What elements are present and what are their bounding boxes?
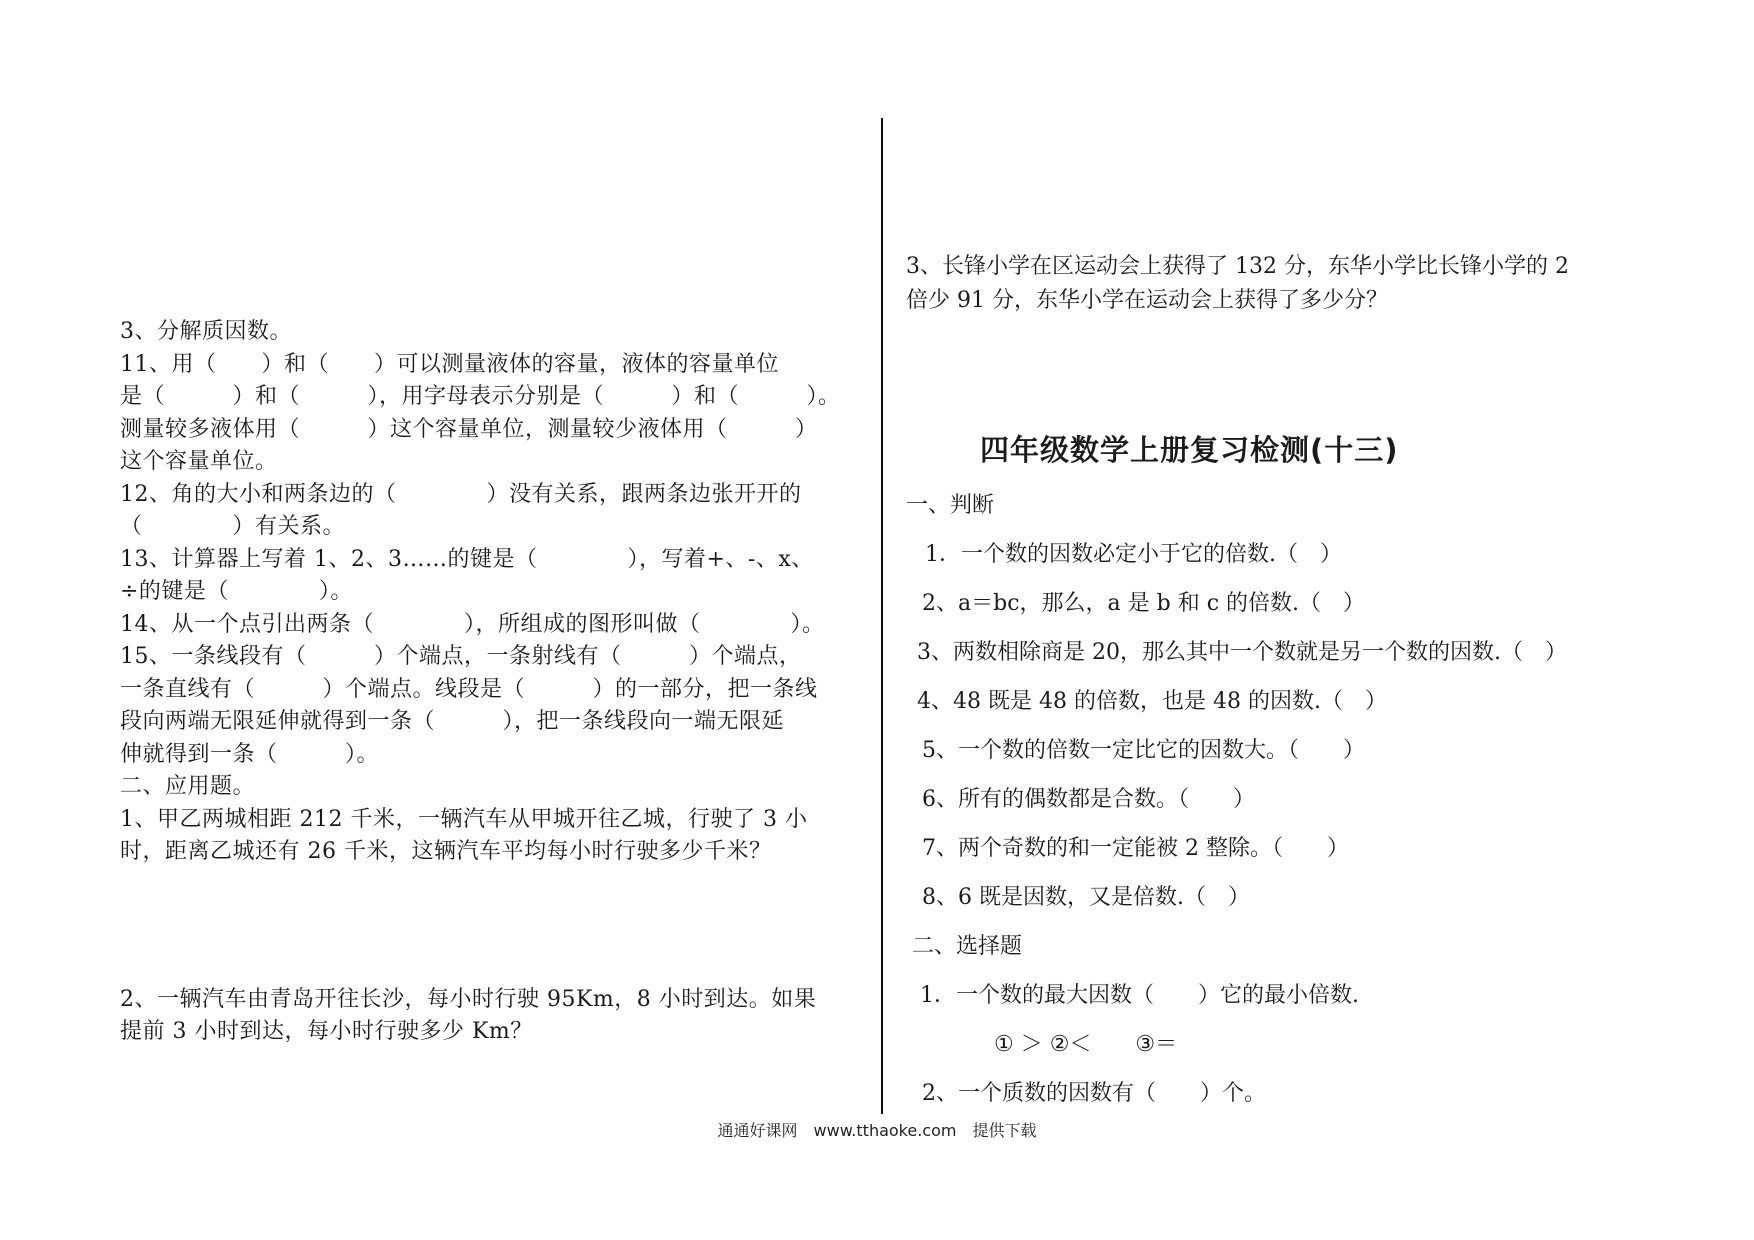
footer-source: 通通好课网 www.tthaoke.com 提供下载 <box>717 1121 1037 1140</box>
left-line: 15、一条线段有（ ）个端点，一条射线有（ ）个端点， <box>120 644 802 669</box>
left-line: 11、用（ ）和（ ）可以测量液体的容量，液体的容量单位 <box>120 351 779 377</box>
left-line: 一条直线有（ ）个端点。线段是（ ）的一部分，把一条线 <box>120 676 818 702</box>
judge-item: 2、a＝bc，那么，a 是 b 和 c 的倍数.（ ） <box>922 591 1365 616</box>
judge-item: 6、所有的偶数都是合数。（ ） <box>922 787 1255 812</box>
judge-item: 8、6 既是因数，又是倍数.（ ） <box>922 885 1250 910</box>
application-question-2-cont: 提前 3 小时到达，每小时行驶多少 Km？ <box>120 1019 533 1044</box>
choice-options: ① ＞ ②＜ ③＝ <box>994 1032 1178 1057</box>
section-heading-choice: 二、选择题 <box>912 934 1023 959</box>
left-line: 段向两端无限延伸就得到一条（ ），把一条线段向一端无限延 <box>120 709 785 734</box>
left-line: 伸就得到一条（ ）。 <box>120 741 380 767</box>
judge-item: 5、一个数的倍数一定比它的因数大。（ ） <box>922 738 1365 763</box>
application-question-2: 2、一辆汽车由青岛开往长沙，每小时行驶 95Km，8 小时到达。如果 <box>120 986 817 1012</box>
left-line: 是（ ）和（ ），用字母表示分别是（ ）和（ ）。 <box>120 384 841 409</box>
section-heading-judge: 一、判断 <box>906 493 995 518</box>
left-line: 1、甲乙两城相距 212 千米，一辆汽车从甲城开往乙城，行驶了 3 小 <box>120 806 808 832</box>
judge-item: 7、两个奇数的和一定能被 2 整除。（ ） <box>922 836 1349 861</box>
left-line: 14、从一个点引出两条（ ），所组成的图形叫做（ ）。 <box>120 611 825 637</box>
left-line: 时，距离乙城还有 26 千米，这辆汽车平均每小时行驶多少千米？ <box>120 839 772 864</box>
left-line: 12、角的大小和两条边的（ ）没有关系，跟两条边张开开的 <box>120 481 802 507</box>
left-line: 测量较多液体用（ ）这个容量单位，测量较少液体用（ ） <box>120 416 818 442</box>
left-line: （ ）有关系。 <box>120 514 346 539</box>
left-line: ÷的键是（ ）。 <box>120 579 353 604</box>
left-line: 3、分解质因数。 <box>120 319 292 344</box>
column-divider <box>881 118 883 1114</box>
right-line: 倍少 91 分，东华小学在运动会上获得了多少分？ <box>906 288 1388 313</box>
left-line: 13、计算器上写着 1、2、3……的键是（ ），写着+、-、x、 <box>120 546 814 572</box>
right-question-3 <box>906 250 1666 318</box>
page-title: 四年级数学上册复习检测(十三) <box>980 433 1399 467</box>
section-heading-applications: 二、应用题。 <box>120 774 256 799</box>
judge-item: 4、48 既是 48 的倍数，也是 48 的因数.（ ） <box>917 689 1387 714</box>
judge-item: 1．一个数的因数必定小于它的倍数.（ ） <box>925 542 1342 567</box>
left-line: 这个容量单位。 <box>120 449 278 474</box>
choice-item: 1．一个数的最大因数（ ）它的最小倍数. <box>920 983 1359 1008</box>
right-line: 3、长锋小学在区运动会上获得了 132 分，东华小学比长锋小学的 2 <box>906 254 1569 279</box>
judge-item: 3、两数相除商是 20，那么其中一个数就是另一个数的因数.（ ） <box>917 640 1567 665</box>
left-column <box>120 316 865 1049</box>
choice-item: 2、一个质数的因数有（ ）个。 <box>922 1081 1266 1106</box>
